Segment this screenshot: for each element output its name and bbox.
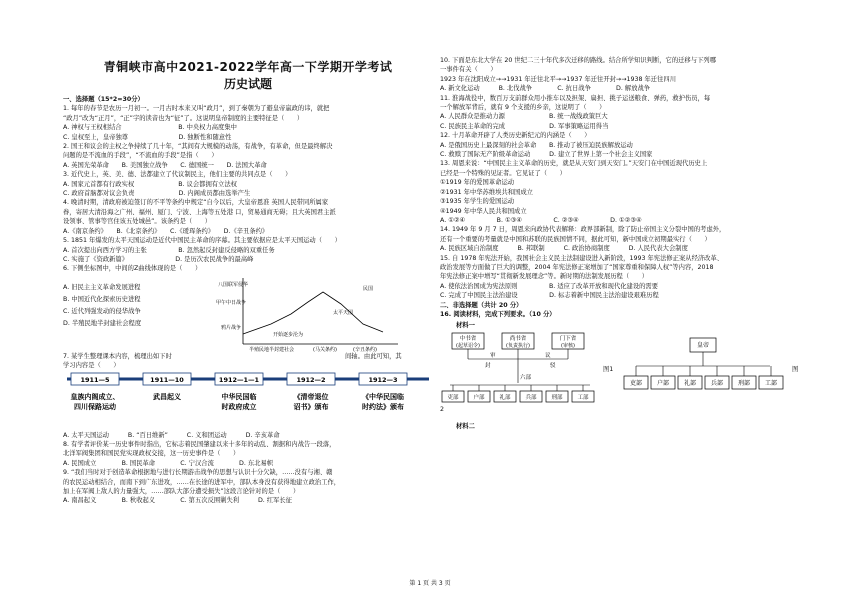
timeline-event: 皇族内阁成立、	[70, 392, 120, 401]
question-line: ③1935 年学生的爱国运动	[440, 198, 515, 206]
question-line: A. 新文化运动 B. 北伐战争 C. 抗日战争 D. 解放战争	[440, 85, 651, 93]
question-line: 8. 有学者评价某一历史事件时指出，它标志着民国肇建以来十多年的动乱、割据和内战告一段落，	[63, 440, 336, 448]
d1-top-sub: (起草诏令)	[456, 342, 480, 349]
z-curve	[243, 292, 383, 334]
d2-bottom: 吏部	[629, 379, 643, 387]
question-line: 设领事、管事等官住该五处城邑”。该条约是（ ）	[63, 218, 212, 226]
question-line: A. 南昌起义 B. 秋收起义 C. 第五次反围剿失利 D. 红军长征	[63, 497, 292, 505]
question-line: A. 民国成立 B. 国民革命 C. 宁汉合流 D. 东北易帜	[63, 459, 274, 467]
q16-heading: 16. 阅读材料，完成下列要求。（10 分）	[440, 310, 556, 318]
question-line: ②1931 年中华苏维埃共和国成立	[440, 188, 533, 196]
question-line: 政治发展等方面做了巨大的调整，2004 年宪法修正案增加了“国家尊重和保障人权”等内容，2018	[440, 263, 714, 271]
d1-top-sub: (审核)	[561, 342, 575, 349]
chart-label-6: 半殖民地半封建社会	[249, 346, 295, 352]
q6-options	[63, 282, 223, 330]
question-list	[63, 104, 433, 273]
d1-bottom: 工部	[577, 394, 589, 401]
question-line: C. 民族民主革命的完成 D. 军事策略运用得当	[440, 122, 609, 130]
page-subtitle: 历史试题	[223, 77, 272, 91]
d2-bottom: 礼部	[683, 379, 697, 387]
question-line: 13. 周恩来说：“中国民主主义革命的历史，就是从天安门到天安门。”天安门在中国近现代历史上	[440, 160, 708, 168]
d2-bottom: 户部	[656, 379, 670, 387]
timeline-event: 《中华民国临	[362, 392, 404, 401]
question-list-right	[440, 56, 820, 301]
question-line: 3. 近代史上，英、美、德、法都建立了代议制民主，他们主要的共同点是（ ）	[63, 171, 292, 179]
question-line: C. 政府首脑都对议会负责 D. 内阁成员都由选举产生	[63, 190, 251, 198]
question-line: 1. 每年的春节是农历一月初一。一月古时本来又叫“政月”，到了秦朝为了避皇帝嬴政的讳，就把	[63, 105, 330, 113]
d1-bottom: 户部	[473, 394, 485, 401]
d1-flow: 议	[545, 352, 551, 359]
timeline-event: 《清帝退位	[293, 392, 329, 401]
d2-bottom: 刑部	[737, 379, 751, 387]
d1-flow: 驳	[550, 362, 556, 369]
question-line: 眷，寄居大清沿海之广州、福州、厦门、宁波、上海等五处港 口，贸易通商无碍；且大英国君主派	[63, 208, 336, 216]
d1-flow: 封	[485, 362, 491, 369]
timeline-event: 中华民国临	[221, 392, 257, 401]
timeline-event-cont: 时约法》颁布	[362, 402, 404, 411]
question-line: A. ①②④ B. ①③④ C. ②③④ D. ①②③④	[440, 216, 642, 224]
material1-label: 材料一	[456, 322, 475, 330]
d1-flow: 审	[490, 352, 496, 359]
q6-block	[63, 274, 433, 352]
left-column	[63, 58, 433, 506]
question-line: 2. 国王和议会的主权之争持续了几十年，“其间有大规模的动荡，有战争，有革命，但是最终解决	[63, 143, 333, 151]
question-line: 15. 自 1978 年宪法开始，我国社会主义民主法制建设进入新阶段，1993 年宪法修正案从经济改革、	[440, 254, 724, 262]
section-heading-2: 二、非选择题（共计 20 分）	[440, 301, 523, 309]
question-line: A.《南京条约》 B.《北京条约》 C.《瑷珲条约》 D.《辛丑条约》	[63, 227, 269, 235]
q6-option: C. 近代列强发动的侵华战争	[63, 307, 141, 315]
question-line: 12. 十月革命开辟了人类历史新纪元的内涵是（ ）	[440, 132, 591, 140]
d1-top: 中书省	[459, 335, 477, 342]
page-title: 青铜峡市高中2021-2022学年高一下学期开学考试	[103, 60, 393, 74]
question-line: A. 英国光荣革命 B. 美国独立战争 C. 德国统一 D. 法国大革命	[63, 161, 267, 169]
q7-stem-2: 学习内容是（ ）	[63, 362, 120, 370]
d2-top: 皇帝	[696, 341, 710, 349]
question-line: 问题的是不流血的手段”，“不流血的手段”是指（ ）	[63, 152, 218, 160]
question-line: 加上在军阀上敌人的力量强大，……部队大部分遭受损失”这段言论针对的是（ ）	[63, 487, 300, 495]
chart-label-1: 甲午中日战争	[216, 299, 247, 306]
d2-bottom: 工部	[764, 379, 778, 387]
fig1-label: 图1	[603, 365, 614, 373]
question-line: A. 首次提出向西方学习的主张 B. 忽然起反封建反侵略的双重任务	[63, 246, 275, 254]
question-line: 14. 1949 年 9 月 7 日，周恩来向政协代表解释：政界部新制，除了防止帝国主义分裂中国的考虑外，	[440, 226, 726, 234]
figures	[440, 331, 820, 416]
question-line: C. 救赎了国际无产阶级革命运动 D. 建立了世界上第一个社会主义国家	[440, 151, 653, 159]
d1-bottom: 吏部	[447, 394, 459, 401]
timeline-date: 1912—1—1	[218, 375, 260, 384]
question-line: 5. 1851 年爆发的太平天国运动是近代中国民主革命的序幕。其主要依据应是太平天国运动（ ）	[63, 237, 341, 245]
timeline-event-cont: 四川保路运动	[74, 402, 116, 411]
q6-option: A. 旧民主主义革命发展进程	[63, 283, 141, 291]
question-line: “政月”改为“正月”，“正”字的读音也为“征”了。这说明皇帝制度的主要特征是（ ）	[63, 114, 304, 122]
q6-coordinate-chart	[213, 274, 403, 352]
question-line: 10. 下面是东北大学在 20 世纪二三十年代多次迁移的路线。结合所学知识判断，它的迁移与下列哪	[440, 57, 716, 64]
chart-label-5: 民国	[363, 285, 374, 292]
question-line: 11. 淮海战役中，数百万支前群众用小推车以及担架、扁担、挑子运送粮食、弹药，救护伤员，每	[440, 94, 711, 102]
d1-top-sub: (负责执行)	[506, 342, 530, 349]
question-line: A. 使依法治国成为宪法原则 B. 适应了改革开放和现代化建设的需要	[440, 282, 659, 290]
question-line: 已经是一个特殊的见证者。它见证了（ ）	[440, 169, 566, 177]
question-line: 1923 年在沈阳成立→→1931 年迁往北平→→1937 年迁往开封→→1938 年迁往四川	[440, 75, 676, 83]
question-line: A. 太平天国运动 B. “百日维新” C. 义和团运动 D. 辛亥革命	[63, 431, 280, 439]
question-line: A. 人民群众是推动力源 B. 统一战线政策巨大	[440, 113, 608, 121]
chart-label-0: 八国联军侵华	[218, 281, 249, 288]
question-line: 6. 下侧坐标图中，中间的Z曲线体现的是（ ）	[63, 265, 202, 273]
d1-bottom: 刑部	[551, 394, 563, 401]
timeline-date: 1911—5	[80, 375, 110, 384]
chart-label-8: (辛丑条约)	[353, 346, 377, 352]
chart-label-3: 开始逐步沦为	[273, 331, 304, 338]
material2-label: 材料二	[456, 422, 475, 430]
fig2-label: 图	[792, 365, 799, 373]
question-line: ①1919 年的爱国革命运动	[440, 179, 515, 187]
timeline-date: 1912—3	[368, 375, 398, 384]
question-line: 一事件有关（ ）	[440, 66, 497, 74]
question-line: 北洋军阀集团和国民党实现政权交接，这一历史事件是（ ）	[63, 450, 240, 458]
diagram-1	[440, 331, 600, 416]
page-footer: 第 1 页 共 3 页	[409, 580, 451, 587]
diagram-2	[620, 336, 790, 406]
question-line: C. 实施了《资政新篇》 D. 是历次农民战争的最高峰	[63, 255, 254, 263]
d1-bottom: 兵部	[525, 394, 537, 401]
question-line: 的农民运动相结合，而南下到广东进攻，……在长途的进军中，部队本身没有获得地建立政治工作，	[63, 478, 341, 486]
q7-stem: 7. 某学生整理课本内容，梳理出如下时 间轴。由此可知，其	[63, 352, 402, 360]
d2-bottom: 兵部	[710, 379, 724, 387]
d1-top: 尚书省	[509, 335, 527, 342]
question-line: 4. 晚清时期，清政府被迫签订的不平等条约中规定“自今以后，大皇帝恩准 英国人民带同所属家	[63, 199, 329, 207]
d1-bottom: 礼部	[499, 394, 511, 401]
question-line: 年宪法修正案中增写“贯彻新发展理念”等。新时期的法制发展历程（ ）	[440, 273, 649, 281]
question-line: 9. “我们当时对于创造革命根据地与进行长期游击战争的思想与认识十分欠缺，……没有与湘、赣	[63, 469, 333, 477]
question-line: A. 民族区域自治制度 B. 邦联制 C. 政治协商制度 D. 人民代表大会制度	[440, 245, 688, 253]
q6-option: D. 半殖民地半封建社会程度	[63, 319, 142, 327]
question-line: C. 皇权至上，皇帝独尊 D. 独断性和随意性	[63, 133, 232, 141]
question-line: 一个解放军背后，就有 9 个支援的乡亲，这说明了（ ）	[440, 104, 606, 112]
question-line: 还有一个重要的考量就是中国和苏联的民族国情不同，据此可知，新中国成立初期最实行（ ）	[440, 235, 711, 243]
chart-label-7: (马关条约)	[313, 346, 337, 352]
timeline-event: 武昌起义	[153, 392, 181, 401]
q6-option: B. 中国近代化探索历史进程	[63, 295, 141, 303]
timeline	[63, 371, 433, 427]
d1-mid: 六部	[520, 374, 532, 381]
question-line: A. 神权与王权相结合 B. 中央权力高度集中	[63, 124, 237, 132]
fig2-number: 2	[440, 405, 445, 413]
right-column	[440, 56, 820, 431]
question-line: A. 是俄国历史上最深刻的社会革命 B. 推动了被压迫民族解放运动	[440, 141, 633, 149]
question-list-2	[63, 431, 433, 506]
timeline-date: 1911—10	[150, 375, 184, 384]
question-line: C. 完成了中国民主法治建设 D. 标志着新中国民主法治建设艰难历程	[440, 292, 659, 300]
chart-label-2: 鸦片战争	[221, 324, 242, 331]
timeline-event-cont: 时政府成立	[221, 402, 257, 411]
timeline-date: 1912—2	[296, 375, 326, 384]
chart-label-4: 太平天国	[333, 309, 354, 316]
timeline-event-cont: 诏书》颁布	[293, 402, 329, 411]
section-heading: 一、选择题（15*2=30分）	[63, 96, 144, 103]
d1-top: 门下省	[559, 335, 577, 342]
question-line: ④1949 年中华人民共和国成立	[440, 207, 527, 215]
question-line: A. 国家元首都有行政实权 B. 议会都拥有立法权	[63, 180, 237, 188]
